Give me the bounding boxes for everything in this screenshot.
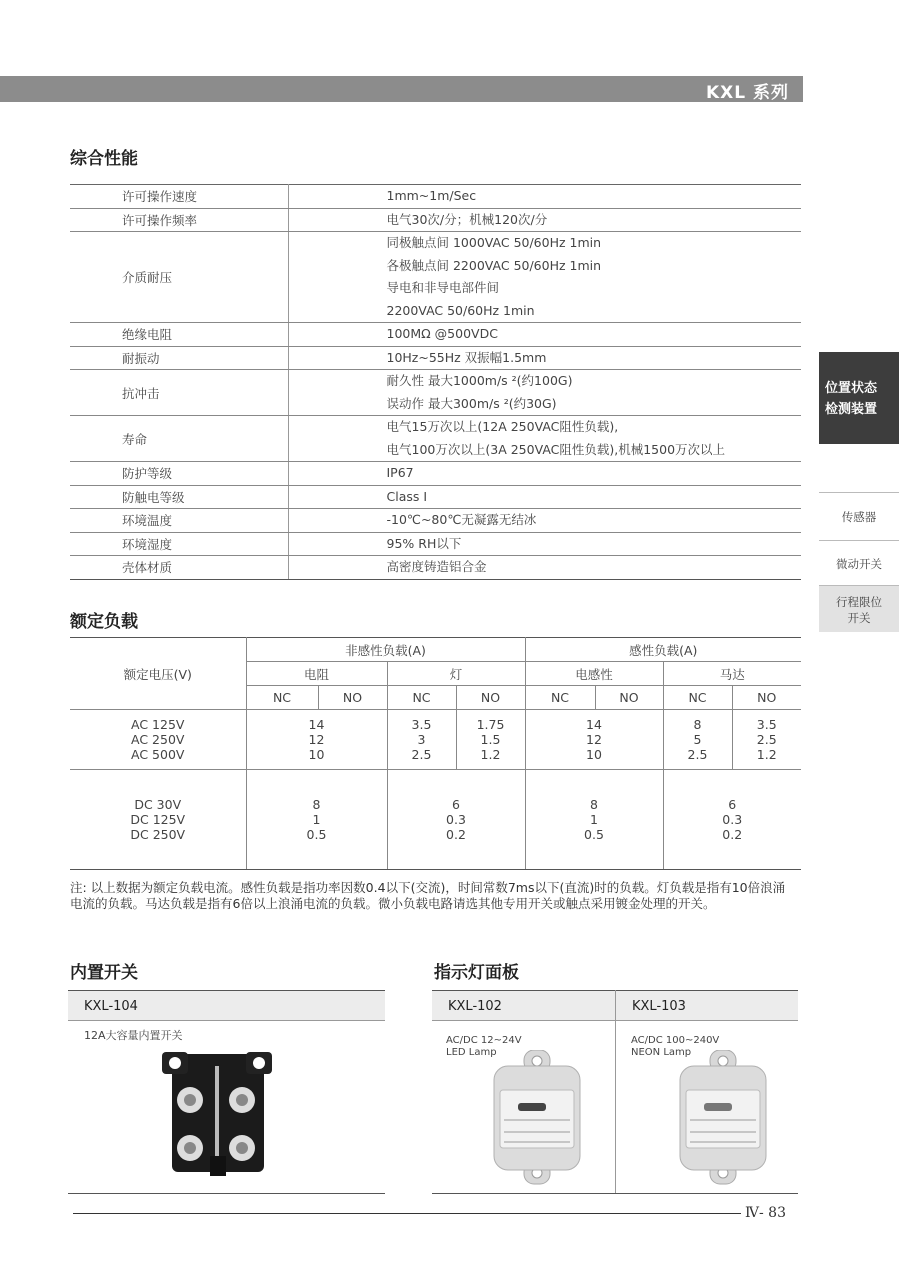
value: 14	[308, 717, 325, 732]
performance-row	[70, 485, 801, 509]
inductive-header: 感性负载(A)	[525, 638, 801, 662]
performance-row	[70, 462, 801, 486]
ac-inductive	[525, 710, 663, 770]
performance-table	[70, 184, 801, 580]
performance-value-line: 95% RH以下	[386, 535, 462, 551]
indicator-panel-bottom-rule	[432, 1193, 798, 1194]
no-header: NO	[732, 686, 801, 710]
voltage-label: AC 250V	[131, 732, 185, 747]
internal-switch-desc: 12A大容量内置开关	[84, 1029, 183, 1042]
performance-row	[70, 532, 801, 556]
performance-row	[70, 208, 801, 232]
internal-switch-model	[68, 990, 385, 1021]
performance-value	[288, 462, 801, 486]
ac-motor-no	[732, 710, 801, 770]
model-label: KXL-102	[448, 999, 502, 1014]
sidebar-item-sensor[interactable]	[819, 492, 899, 536]
performance-row	[70, 232, 801, 323]
value: 0.5	[306, 827, 327, 842]
performance-key: 防触电等级	[70, 485, 288, 509]
value: 14	[586, 717, 602, 732]
performance-row	[70, 370, 801, 416]
value: 8	[693, 717, 702, 732]
voltage-label: AC 500V	[131, 747, 185, 762]
load-note: 注: 以上数据为额定负载电流。感性负载是指功率因数0.4以下(交流)，时间常数7ms以下(直流)时的负载。灯负载是指有10倍浪涌电流的负载。马达负载是指有6倍以上浪涌电流的负载。微小负载电路请选其他专用开关或触点采用镀金处理的开关。	[70, 880, 786, 911]
nc-header: NC	[525, 686, 595, 710]
performance-title: 综合性能	[70, 149, 138, 169]
value: 0.2	[722, 827, 743, 842]
value: 1.2	[756, 747, 777, 762]
value: 10	[586, 747, 602, 762]
sidebar-item-limit-switch[interactable]	[819, 585, 899, 632]
resistive-header: 电阻	[246, 662, 387, 686]
value: 1	[312, 812, 321, 827]
dc-inductive	[525, 770, 663, 870]
performance-value	[288, 509, 801, 533]
performance-value-line: 高密度铸造铝合金	[386, 559, 487, 574]
no-header: NO	[318, 686, 387, 710]
load-table	[70, 637, 801, 870]
performance-key: 防护等级	[70, 462, 288, 486]
performance-value	[288, 208, 801, 232]
performance-key: 许可操作速度	[70, 185, 288, 209]
ac-voltages	[70, 710, 246, 770]
performance-value	[288, 232, 801, 323]
value: 0.5	[584, 827, 604, 842]
value: 12	[308, 732, 325, 747]
voltage-label: DC 30V	[134, 797, 182, 812]
performance-row	[70, 556, 801, 580]
sidebar-item-label: 开关	[847, 611, 871, 625]
value: 2.5	[756, 732, 777, 747]
performance-value-line: 电气100万次以上(3A 250VAC阻性负载),机械1500万次以上	[386, 441, 726, 457]
performance-key: 壳体材质	[70, 556, 288, 580]
dc-lamp	[387, 770, 525, 870]
performance-value-line: 2200VAC 50/60Hz 1min	[386, 302, 535, 318]
value: 1	[590, 812, 598, 827]
performance-value	[288, 532, 801, 556]
performance-value-line: 电气15万次以上(12A 250VAC阻性负载),	[386, 419, 619, 434]
value: 6	[728, 797, 737, 812]
dc-voltages	[70, 770, 246, 870]
spec-line: AC/DC 12~24V	[446, 1035, 522, 1046]
performance-value	[288, 556, 801, 580]
performance-value-line: 同极触点间 1000VAC 50/60Hz 1min	[386, 235, 602, 250]
spec-line: LED Lamp	[446, 1047, 497, 1058]
indicator-panel-title: 指示灯面板	[434, 963, 519, 983]
value: 2.5	[687, 747, 708, 762]
sidebar-item-label: 行程限位	[836, 595, 882, 609]
internal-switch-image	[160, 1046, 275, 1178]
performance-key: 绝缘电阻	[70, 323, 288, 347]
internal-switch-title: 内置开关	[70, 963, 138, 983]
sidebar-item-label: 传感器	[841, 510, 877, 524]
value: 1.75	[476, 717, 505, 732]
performance-value-line: 100MΩ @500VDC	[386, 326, 498, 341]
sidebar-active-label: 位置状态	[825, 381, 878, 396]
value: 3.5	[756, 717, 777, 732]
model-label: KXL-103	[632, 999, 686, 1014]
voltage-header: 额定电压(V)	[70, 638, 246, 710]
kxl-103-panel-image	[676, 1050, 771, 1185]
sidebar-item-microswitch[interactable]	[819, 540, 899, 584]
performance-value-line: IP67	[386, 465, 414, 480]
kxl-102-panel-image	[490, 1050, 585, 1185]
performance-row	[70, 323, 801, 347]
value: 0.2	[446, 827, 466, 842]
performance-value-line: 导电和非导电部件间	[386, 280, 500, 295]
performance-key: 许可操作频率	[70, 208, 288, 232]
header-bar	[0, 76, 803, 102]
value: 6	[452, 797, 460, 812]
performance-value-line: 10Hz~55Hz 双振幅1.5mm	[386, 349, 547, 365]
value: 3.5	[411, 717, 432, 732]
performance-key: 环境温度	[70, 509, 288, 533]
sidebar-active-category[interactable]	[819, 352, 899, 444]
performance-value	[288, 323, 801, 347]
performance-value-line: Class I	[386, 488, 428, 504]
ac-lamp-nc	[387, 710, 456, 770]
value: 3	[417, 732, 426, 747]
value: 8	[312, 797, 321, 812]
spec-line: AC/DC 100~240V	[631, 1035, 720, 1046]
performance-value-line: 误动作 最大300m/s ²(约30G)	[386, 395, 557, 411]
performance-row	[70, 346, 801, 370]
performance-value	[288, 185, 801, 209]
performance-value	[288, 416, 801, 462]
performance-key: 介质耐压	[70, 232, 288, 323]
performance-value-line: 1mm~1m/Sec	[386, 188, 477, 203]
ac-lamp-no	[456, 710, 525, 770]
value: 2.5	[411, 747, 432, 762]
performance-value	[288, 346, 801, 370]
voltage-label: AC 125V	[131, 717, 185, 732]
no-header: NO	[456, 686, 525, 710]
value: 0.3	[722, 812, 743, 827]
performance-value-line: 耐久性 最大1000m/s ²(约100G)	[386, 373, 573, 388]
footer-rule	[73, 1213, 741, 1214]
no-header: NO	[595, 686, 663, 710]
performance-row	[70, 509, 801, 533]
nc-header: NC	[663, 686, 732, 710]
inductive-sub-header: 电感性	[525, 662, 663, 686]
performance-key: 抗冲击	[70, 370, 288, 416]
series-title: KXL 系列	[705, 83, 789, 103]
performance-value-line: -10℃~80℃无凝露无结冰	[386, 512, 537, 527]
nc-header: NC	[387, 686, 456, 710]
dc-motor	[663, 770, 801, 870]
value: 5	[693, 732, 702, 747]
voltage-label: DC 250V	[130, 827, 186, 842]
performance-key: 环境湿度	[70, 532, 288, 556]
sidebar-active-label: 检测装置	[825, 402, 878, 417]
ac-resistive	[246, 710, 387, 770]
value: 0.3	[446, 812, 466, 827]
internal-switch-bottom-rule	[68, 1193, 385, 1194]
performance-value-line: 电气30次/分；机械120次/分	[386, 211, 548, 227]
value: 10	[308, 747, 325, 762]
spec-line: NEON Lamp	[631, 1047, 692, 1058]
value: 8	[590, 797, 598, 812]
value: 12	[586, 732, 602, 747]
non-inductive-header: 非感性负载(A)	[246, 638, 525, 662]
performance-key: 寿命	[70, 416, 288, 462]
performance-row	[70, 416, 801, 462]
motor-header: 马达	[663, 662, 801, 686]
lamp-header: 灯	[387, 662, 525, 686]
value: 1.5	[480, 732, 501, 747]
performance-value	[288, 485, 801, 509]
page-number: Ⅳ- 83	[745, 1205, 786, 1221]
performance-value-line: 各极触点间 2200VAC 50/60Hz 1min	[386, 257, 602, 273]
load-title: 额定负载	[70, 612, 138, 632]
performance-value	[288, 370, 801, 416]
value: 1.2	[480, 747, 501, 762]
dc-resistive	[246, 770, 387, 870]
nc-header: NC	[246, 686, 318, 710]
ac-motor-nc	[663, 710, 732, 770]
voltage-label: DC 125V	[130, 812, 186, 827]
sidebar-item-label: 微动开关	[836, 557, 882, 571]
performance-row	[70, 185, 801, 209]
performance-key: 耐振动	[70, 346, 288, 370]
model-label: KXL-104	[84, 999, 138, 1014]
indicator-divider	[615, 990, 616, 1193]
